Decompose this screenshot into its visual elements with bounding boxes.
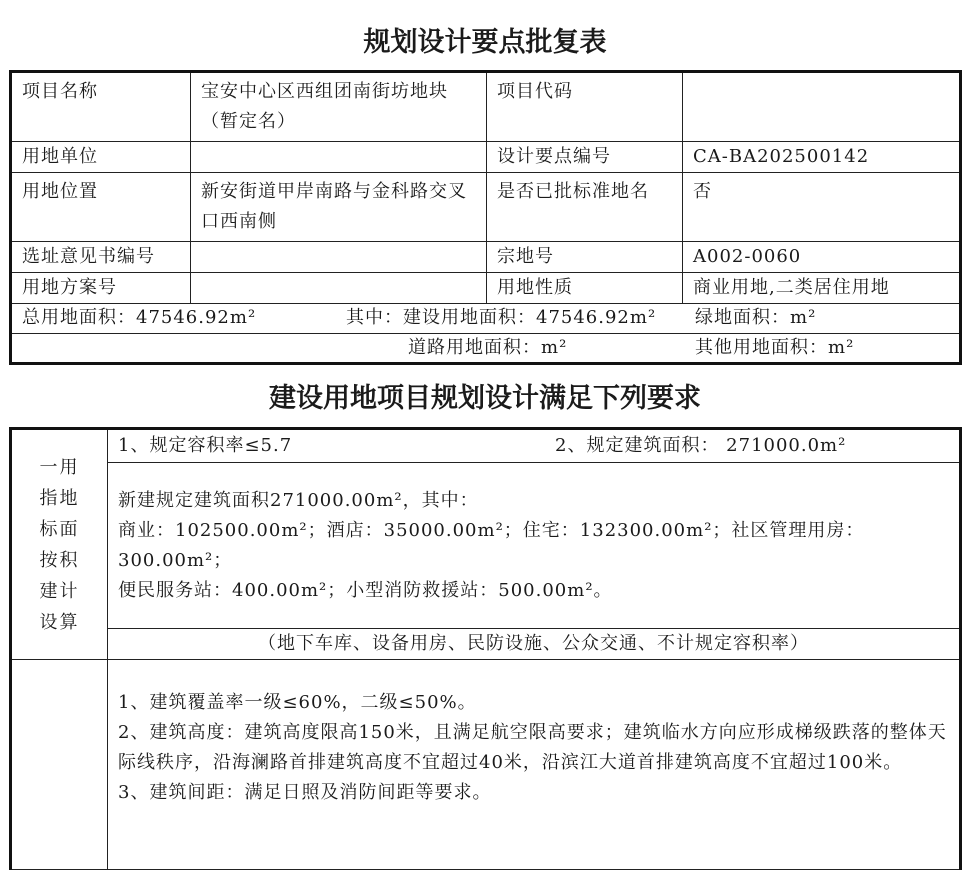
requirement-item: 2、建筑高度：建筑高度限高150米，且满足航空限高要求；建筑临水方向应形成梯级跌落的整体天际线秩序，沿海澜路首排建筑高度不宜超过40米，沿滨江大道首排建筑高度不宜超过100米。 [118,722,947,773]
requirement-item: 3、建筑间距：满足日照及消防间距等要求。 [118,782,492,803]
land-plan-value [191,273,487,304]
requirements-table [9,427,962,870]
side-label-line: 设算 [39,611,80,633]
gfa-breakdown [108,463,961,629]
area-summary-row [11,304,961,334]
requirement-item: 1、建筑覆盖率一级≤60%，二级≤50%。 [118,692,477,713]
site-opinion-label: 选址意见书编号 [11,242,191,273]
green-area: 绿地面积：m² [695,307,817,328]
building-side-cell [11,660,108,870]
far-row [108,429,961,463]
area-detail-row [11,334,961,364]
parcel-no-label: 宗地号 [487,242,683,273]
planned-gfa: 2、规定建筑面积： 271000.0m² [555,435,847,456]
land-nature-label: 用地性质 [487,273,683,304]
land-plan-label: 用地方案号 [11,273,191,304]
floor-area-ratio: 1、规定容积率≤5.7 [118,435,293,456]
construction-area: 其中：建设用地面积：47546.92m² [346,307,657,328]
project-name-value: 宝安中心区西组团南街坊地块（暂定名） [191,72,487,142]
other-area: 其他用地面积：m² [695,337,855,358]
land-unit-label: 用地单位 [11,142,191,173]
design-no-label: 设计要点编号 [487,142,683,173]
project-code-label: 项目代码 [487,72,683,142]
parcel-no-value: A002-0060 [683,242,961,273]
gfa-line: 便民服务站：400.00m²；小型消防救援站：500.00m²。 [118,579,613,601]
location-label: 用地位置 [11,173,191,242]
side-label-line: 指地 [39,487,80,509]
gfa-line: 商业：102500.00m²；酒店：35000.00m²；住宅：132300.00m²；社区管理用房：300.00m²； [118,519,865,571]
project-name-label: 项目名称 [11,72,191,142]
exclusion-note: （地下车库、设备用房、民防设施、公众交通、不计规定容积率） [108,629,961,660]
project-info-table [9,70,962,365]
design-no-value: CA-BA202500142 [683,142,961,173]
total-area: 总用地面积：47546.92m² [22,307,257,328]
side-label-line: 一用 [39,456,80,478]
building-requirements [108,660,961,870]
side-label-line: 按积 [39,549,80,571]
side-label-line: 建计 [39,580,80,602]
site-opinion-value [191,242,487,273]
road-area: 道路用地面积：m² [408,337,568,358]
indicator-side-label [11,429,108,660]
std-name-label: 是否已批标准地名 [487,173,683,242]
project-code-value [683,72,961,142]
section-title: 建设用地项目规划设计满足下列要求 [269,383,701,414]
location-value: 新安街道甲岸南路与金科路交叉口西南侧 [191,173,487,242]
gfa-line: 新建规定建筑面积271000.00m²，其中： [118,489,479,511]
land-unit-value [191,142,487,173]
page-title: 规划设计要点批复表 [363,27,607,58]
land-nature-value: 商业用地,二类居住用地 [683,273,961,304]
std-name-value: 否 [683,173,961,242]
side-label-line: 标面 [39,518,80,540]
